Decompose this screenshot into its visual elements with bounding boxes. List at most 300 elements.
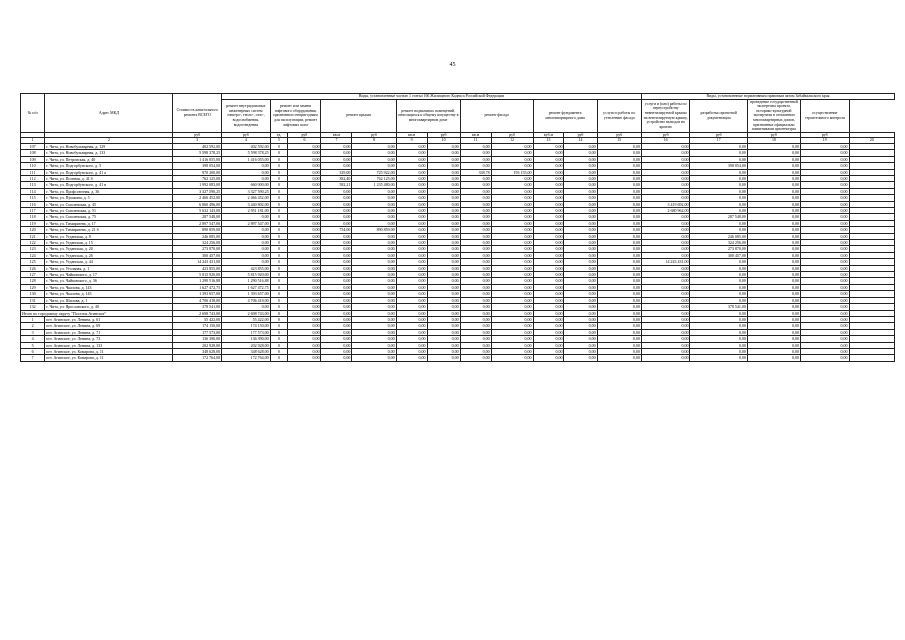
row-value: 0,00 [460,342,491,348]
row-number: 122 [21,240,45,246]
row-value: 0,00 [641,188,690,194]
index-cell: 20 [849,138,894,144]
row-value: 0,00 [460,220,491,226]
row-value: 0,00 [460,336,491,342]
index-cell: 4 [222,138,271,144]
row-value: 0,00 [747,220,800,226]
row-number: 125 [21,259,45,265]
row-value: 0,00 [533,240,564,246]
row-number: 108 [21,150,45,156]
row-value: 0,00 [641,246,690,252]
row-value: 1 627 472,75 [222,284,271,290]
row-value: 0,00 [597,348,641,354]
row-value: 0,00 [800,188,849,194]
row-value: 0,00 [564,246,597,252]
row-value: 0,00 [491,150,533,156]
row-value: 0,00 [222,252,271,258]
unit-cell: руб [491,132,533,138]
row-value: 0,00 [396,297,427,303]
header-basement: ремонт подвальных помещений, относящихся к общему имуществу в многоквартирном доме [396,99,460,132]
row-value: 0,00 [491,259,533,265]
row-value: 0,00 [427,150,460,156]
row-value: 6 860 496,00 [173,201,222,207]
row-value: 0,00 [321,278,352,284]
row-value: 0,00 [747,323,800,329]
row-value: 0,00 [564,336,597,342]
row-value: 0,00 [352,208,396,214]
row-value: 0,00 [747,208,800,214]
row-value: 0,00 [396,156,427,162]
row-value: 0,00 [641,252,690,258]
row-value: 0,00 [533,252,564,258]
row-value: 0,00 [491,195,533,201]
row-value: 0,00 [800,227,849,233]
row-value: 0,00 [321,348,352,354]
row-value: 0,00 [352,240,396,246]
row-value: 0,00 [597,297,641,303]
unit-cell: руб [222,132,271,138]
row-value: 0,00 [641,150,690,156]
row-value: 0,00 [747,240,800,246]
row-value: 0,00 [352,284,396,290]
row-value: 0,00 [641,265,690,271]
total-value: 0,00 [321,310,352,316]
row-value: 1 290 516,88 [173,278,222,284]
row-value: 1 416 055,00 [222,156,271,162]
row-value: 0,00 [288,208,321,214]
row-value: 0,00 [427,208,460,214]
row-address: г. Чита, ул. Чайковского, д. 36 [45,278,173,284]
row-value: 0 [270,259,288,265]
row-value: 0,00 [800,336,849,342]
header-facade: ремонт фасада [460,99,533,132]
row-address: г. Чита, ул. Угольная, д. 1 [45,265,173,271]
row-value: 55 422,00 [222,316,271,322]
row-value: 0,00 [321,265,352,271]
row-address: г. Чита, ул. Тимирязева, д. 17 [45,220,173,226]
row-value: 0,00 [533,259,564,265]
row-address: г. Чита, ул. Чкалова, д. 143 [45,284,173,290]
row-number: 130 [21,291,45,297]
row-address: г. Чита, ул. Новобульварная, д. 129 [45,143,173,149]
row-value: 0,00 [352,252,396,258]
index-cell: 11 [460,138,491,144]
row-value: 0,00 [641,291,690,297]
row-value: 0,00 [288,227,321,233]
row-value: 0,00 [800,291,849,297]
total-value: 0,00 [641,310,690,316]
row-address: г. Чита, ул. Профсоюзная, д. 36 [45,188,173,194]
row-value: 0,00 [597,278,641,284]
header-group-regional: Виды, установленные нормативным правовым актом Забайкальского края [641,94,894,100]
row-value: 0,00 [460,143,491,149]
row-number: 123 [21,246,45,252]
row-value: 0,00 [427,233,460,239]
row-value: 0,00 [564,252,597,258]
row-address: г. Чита, ул. Подгорбунского, д. 41 в [45,182,173,188]
row-value: 0,00 [352,297,396,303]
row-value: 0,00 [641,163,690,169]
row-empty-cell [849,355,894,361]
row-value: 0,00 [690,227,747,233]
row-value: 0,00 [396,143,427,149]
row-value: 0,00 [396,169,427,175]
row-value: 0,00 [690,195,747,201]
row-number: 1 [21,316,45,322]
row-value: 0,00 [564,297,597,303]
row-value: 0,00 [690,284,747,290]
row-address: г. Чита, ул. Угданская, д. 8 [45,233,173,239]
row-value: 0,00 [533,220,564,226]
row-value: 0,00 [352,201,396,207]
row-value: 0,00 [288,336,321,342]
row-value: 348 628,00 [222,348,271,354]
row-value: 0,00 [288,329,321,335]
row-value: 0,00 [427,297,460,303]
row-value: 0,00 [747,175,800,181]
total-value: 0,00 [288,310,321,316]
row-value: 0,00 [288,175,321,181]
row-value: 0,00 [597,284,641,290]
row-value: 378 541,00 [690,304,747,310]
row-value: 0,00 [396,214,427,220]
unit-cell: руб [427,132,460,138]
row-value: 0,00 [321,284,352,290]
row-value: 0,00 [288,291,321,297]
row-value: 177 573,00 [173,329,222,335]
row-value: 0,00 [747,143,800,149]
unit-cell: кв.м [396,132,427,138]
row-value: 0 [270,156,288,162]
row-value: 0,00 [597,220,641,226]
row-value: 0,00 [533,214,564,220]
total-value: 0,00 [564,310,597,316]
row-value: 0,00 [352,233,396,239]
row-value: 0,00 [641,336,690,342]
row-value: 0,00 [321,272,352,278]
row-value: 0,00 [321,316,352,322]
row-value: 0,00 [597,291,641,297]
row-value: 0,00 [747,259,800,265]
row-value: 0,00 [747,188,800,194]
row-value: 0,00 [460,182,491,188]
row-value: 0,00 [564,195,597,201]
row-value: 0,00 [491,284,533,290]
row-value: 5 815 920,00 [222,272,271,278]
row-value: 0,00 [747,252,800,258]
row-value: 0,00 [491,252,533,258]
row-value: 0,00 [427,272,460,278]
index-cell: 18 [747,138,800,144]
row-number: 131 [21,297,45,303]
row-address: пгт. Агинское, ул. Ленина, д. 61 [45,316,173,322]
row-value: 0,00 [747,348,800,354]
row-value: 402 592,00 [173,143,222,149]
row-number: 127 [21,272,45,278]
row-value: 0,00 [352,220,396,226]
row-value: 0,00 [641,272,690,278]
row-value: 0,00 [491,240,533,246]
row-value: 0,00 [597,175,641,181]
row-value: 0,00 [288,156,321,162]
row-value: 246 085,00 [173,233,222,239]
row-value: 0,00 [800,284,849,290]
row-value: 2 680 962,00 [641,208,690,214]
row-value: 0,00 [288,316,321,322]
row-value: 136 390,00 [222,336,271,342]
unit-cell: руб [288,132,321,138]
row-value: 324 256,00 [173,240,222,246]
row-value: 0,00 [533,182,564,188]
row-value: 1 416 055,00 [173,156,222,162]
row-value: 0,00 [597,304,641,310]
row-value: 0,00 [427,175,460,181]
row-value: 0,00 [427,227,460,233]
row-value: 0,00 [564,214,597,220]
row-value: 202 928,00 [173,342,222,348]
row-value: 0,00 [460,297,491,303]
row-value: 0,00 [800,329,849,335]
row-value: 0,00 [564,342,597,348]
row-value: 0,00 [690,342,747,348]
row-value: 582,21 [321,182,352,188]
row-value: 0,00 [321,291,352,297]
row-value: 0,00 [597,316,641,322]
row-value: 1 290 516,88 [222,278,271,284]
row-value: 0,00 [222,175,271,181]
row-value: 0,00 [641,175,690,181]
total-value: 0 [270,310,288,316]
row-value: 0,00 [597,208,641,214]
row-value: 0 [270,284,288,290]
unit-cell: руб [352,132,396,138]
row-value: 0,00 [396,233,427,239]
row-value: 0,00 [460,291,491,297]
row-address: пгт. Агинское, ул. Ленина, д. 71 [45,329,173,335]
row-value: 0 [270,233,288,239]
index-cell: 3 [173,138,222,144]
row-value: 0,00 [533,355,564,361]
row-value: 0,00 [800,150,849,156]
row-number: 124 [21,252,45,258]
row-value: 0,00 [396,259,427,265]
row-value: 136 390,00 [173,336,222,342]
row-value: 3 327 590,25 [173,188,222,194]
row-value: 0,00 [533,304,564,310]
row-value: 0,00 [564,329,597,335]
row-value: 0,00 [690,291,747,297]
row-value: 0,00 [352,143,396,149]
row-value: 0,00 [690,208,747,214]
row-value: 0,00 [396,284,427,290]
row-number: 114 [21,188,45,194]
row-value: 0,00 [491,246,533,252]
row-value: 4 706 418,00 [222,297,271,303]
row-value: 0,00 [597,143,641,149]
row-value: 0,00 [321,323,352,329]
row-address: пгт. Агинское, ул. Ленина, д. 73 [45,336,173,342]
index-cell: 7 [321,138,352,144]
row-value: 0,00 [800,163,849,169]
row-number: 107 [21,143,45,149]
row-value: 0,00 [460,175,491,181]
row-value: 0,00 [288,297,321,303]
row-value: 0,00 [491,143,533,149]
row-value: 0,00 [533,272,564,278]
row-value: 0,00 [564,182,597,188]
row-value: 0,00 [641,316,690,322]
row-value: 423 855,00 [173,265,222,271]
row-value: 0,00 [800,265,849,271]
row-value: 0,00 [690,220,747,226]
row-value: 0,00 [641,233,690,239]
row-number: 118 [21,214,45,220]
row-value: 0,00 [564,259,597,265]
row-value: 0,00 [597,150,641,156]
row-value: 0,00 [288,252,321,258]
row-value: 0,00 [288,246,321,252]
row-value: 0,00 [396,195,427,201]
row-value: 0,00 [800,182,849,188]
row-address: г. Чита, ул. Чкалова, д. 145 [45,291,173,297]
total-value: 2 698 743,00 [173,310,222,316]
row-number: 110 [21,163,45,169]
row-value: 0,00 [800,259,849,265]
row-value: 0,00 [427,156,460,162]
row-value: 0,00 [690,297,747,303]
row-value: 0,00 [427,201,460,207]
unit-cell: руб [597,132,641,138]
row-value: 0,00 [800,342,849,348]
row-value: 1 393 657,00 [222,291,271,297]
row-value: 0,00 [597,265,641,271]
row-value: 329,00 [321,169,352,175]
row-value: 0,00 [800,246,849,252]
row-value: 0,00 [222,227,271,233]
row-value: 0 [270,342,288,348]
row-value: 0,00 [288,169,321,175]
row-value: 0,00 [564,291,597,297]
row-address: г. Чита, ул. Угданская, д. 15 [45,240,173,246]
row-value: 0,00 [460,284,491,290]
row-value: 0,00 [597,182,641,188]
row-value: 0,00 [800,348,849,354]
row-value: 0,00 [396,240,427,246]
row-value: 0,00 [460,272,491,278]
row-value: 0 [270,220,288,226]
row-value: 0,00 [641,297,690,303]
row-value: 0,00 [396,208,427,214]
row-value: 0,00 [747,233,800,239]
row-value: 0,00 [641,143,690,149]
row-value: 0,00 [288,284,321,290]
row-value: 0,00 [352,195,396,201]
row-value: 0,00 [800,240,849,246]
row-value: 0,00 [321,143,352,149]
row-value: 0,00 [427,188,460,194]
row-value: 0,00 [491,163,533,169]
row-value: 3 327 590,25 [222,188,271,194]
row-number: 112 [21,175,45,181]
row-value: 273 870,00 [690,246,747,252]
row-value: 0,00 [396,304,427,310]
header-engineering-systems: ремонт внутридомовых инженерных систем электро-, тепло-, газо-, водоснабжения, водоотведения [222,99,271,132]
row-value: 202 928,00 [222,342,271,348]
row-value: 0,00 [690,329,747,335]
row-value: 0,00 [597,259,641,265]
unit-cell: кв.м [321,132,352,138]
row-value: 0,00 [800,175,849,181]
row-value: 0 [270,195,288,201]
row-value: 0,00 [222,259,271,265]
index-cell: 12 [491,138,533,144]
total-value: 0,00 [597,310,641,316]
row-value: 0,00 [641,195,690,201]
row-value: 0,00 [288,182,321,188]
total-value: 0,00 [396,310,427,316]
row-value: 0,00 [747,150,800,156]
row-value: 2 951 181,00 [222,208,271,214]
row-value: 0,00 [597,323,641,329]
row-value: 0,00 [690,272,747,278]
index-cell: 13 [533,138,564,144]
header-design-docs: разработка проектной документации [690,99,747,132]
header-state-expertise: проведение государственной экспертизы проекта, историко-культурной экспертизы в отношении многоквартирных домов, признанных официально памятниками архитектуры [747,99,800,132]
row-value: 890 859,00 [173,227,222,233]
row-value: 5 598 378,25 [222,150,271,156]
row-value: 0,00 [800,220,849,226]
row-address: г. Чита, ул. Подгорбунского, д. 5 [45,163,173,169]
row-value: 0,00 [352,214,396,220]
total-value: 0,00 [747,310,800,316]
row-value: 0,00 [321,329,352,335]
table-body-aginskoe [21,316,895,361]
row-number: 129 [21,284,45,290]
row-value: 0,00 [641,342,690,348]
row-value: 0,00 [288,265,321,271]
row-address: г. Чита, ул. Шилова, д. 1 [45,297,173,303]
row-value: 0,00 [533,233,564,239]
row-value: 0,00 [288,188,321,194]
row-value: 0,00 [460,201,491,207]
row-value: 0,00 [321,163,352,169]
row-value: 0 [270,297,288,303]
row-value: 890 859,00 [352,227,396,233]
row-value: 4 706 418,00 [173,297,222,303]
row-value: 0,00 [690,156,747,162]
unit-cell: руб [564,132,597,138]
unit-cell: ед. [270,132,288,138]
row-address: г. Чита, ул. Петровская, д. 40 [45,156,173,162]
row-value: 0,00 [396,316,427,322]
row-value: 0,00 [800,323,849,329]
row-value: 0,00 [491,278,533,284]
row-value: 0,00 [747,336,800,342]
row-value: 0,00 [747,246,800,252]
row-value: 0,00 [533,291,564,297]
row-number: 3 [21,329,45,335]
row-value: 0,00 [690,348,747,354]
row-value: 0,00 [460,240,491,246]
row-value: 762 125,00 [173,175,222,181]
row-value: 0,00 [460,252,491,258]
row-number: 4 [21,336,45,342]
row-value: 0,00 [352,329,396,335]
row-value: 0,00 [491,208,533,214]
row-value: 725 922,00 [352,169,396,175]
row-value: 0,00 [597,201,641,207]
row-address: г. Чита, ул. Полевая, д. 41 б [45,175,173,181]
